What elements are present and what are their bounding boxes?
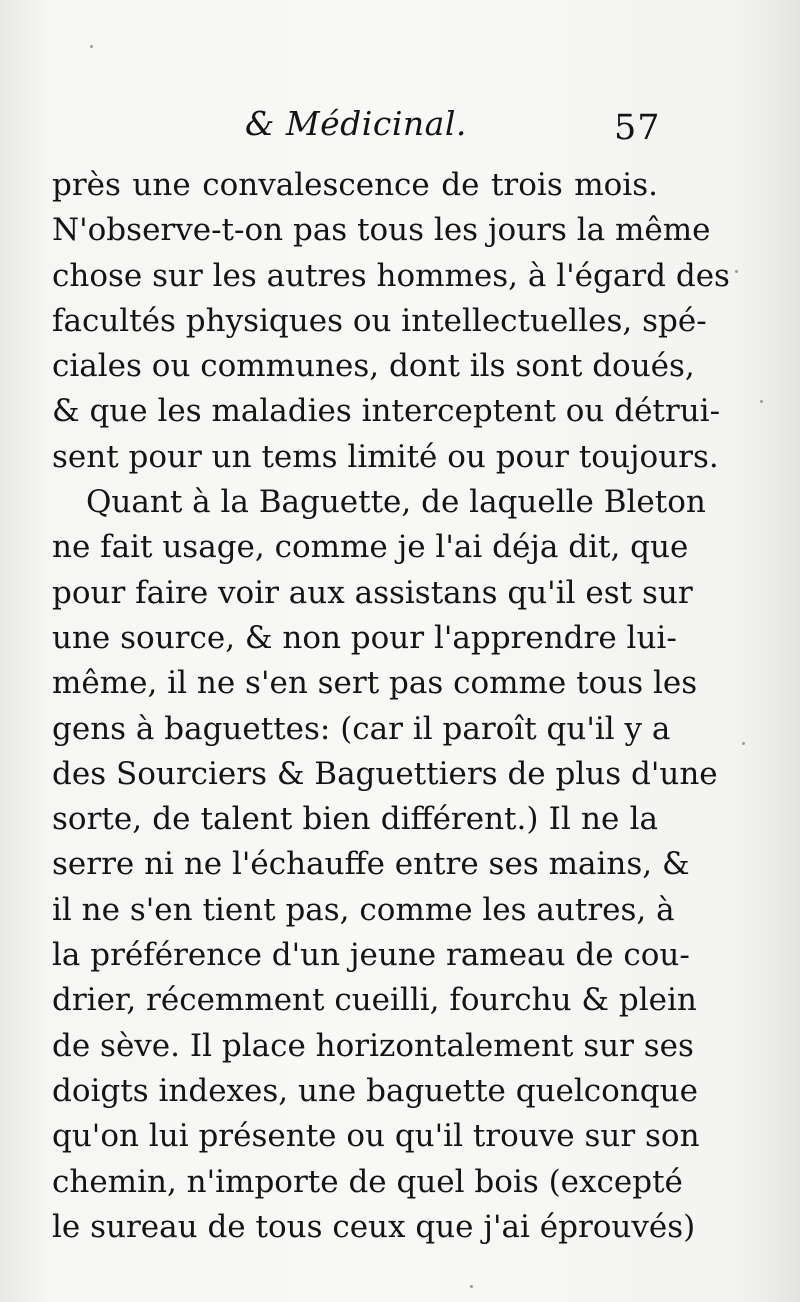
text-line: ciales ou communes, dont ils sont doués,: [52, 348, 695, 385]
text-line: & que les maladies interceptent ou détrui-: [52, 393, 721, 430]
text-line: pour faire voir aux assistans qu'il est sur: [52, 574, 693, 611]
text-line: sent pour un tems limité ou pour toujours.: [52, 438, 719, 475]
text-line: ne fait usage, comme je l'ai déja dit, que: [52, 529, 689, 566]
text-line: gens à baguettes: (car il paroît qu'il y a: [52, 710, 671, 747]
text-line: des Sourciers & Baguettiers de plus d'une: [52, 755, 718, 792]
paragraph-start-line: Quant à la Baguette, de laquelle Bleton: [86, 484, 706, 521]
text-line: la préférence d'un jeune rameau de cou-: [52, 937, 690, 974]
text-line: drier, récemment cueilli, fourchu & plein: [52, 982, 697, 1019]
body-text: [52, 163, 730, 1250]
paper-speck: [760, 400, 763, 403]
paper-speck: [90, 45, 93, 48]
text-line: N'observe-t-on pas tous les jours la même: [52, 212, 711, 249]
text-line: une source, & non pour l'apprendre lui-: [52, 619, 677, 656]
paper-speck: [470, 1285, 473, 1288]
running-head: & Médicinal.: [245, 104, 467, 143]
text-line: facultés physiques ou intellectuelles, spé-: [52, 302, 707, 339]
text-line: chose sur les autres hommes, à l'égard des: [52, 257, 730, 294]
text-line: qu'on lui présente ou qu'il trouve sur son: [52, 1118, 700, 1155]
text-line: doigts indexes, une baguette quelconque: [52, 1072, 698, 1109]
page-header: [0, 104, 800, 154]
text-line: serre ni ne l'échauffe entre ses mains, &: [52, 846, 690, 883]
text-line: chemin, n'importe de quel bois (excepté: [52, 1163, 683, 1200]
text-line: de sève. Il place horizontalement sur ses: [52, 1027, 694, 1064]
text-line: près une convalescence de trois mois.: [52, 167, 658, 203]
text-line: sorte, de talent bien différent.) Il ne la: [52, 801, 658, 838]
text-line: le sureau de tous ceux que j'ai éprouvés): [52, 1208, 696, 1245]
text-line: même, il ne s'en sert pas comme tous les: [52, 665, 698, 702]
page-number: 57: [614, 108, 661, 148]
paper-speck: [742, 742, 745, 745]
text-line: il ne s'en tient pas, comme les autres, à: [52, 891, 675, 928]
paper-speck: [735, 270, 738, 273]
